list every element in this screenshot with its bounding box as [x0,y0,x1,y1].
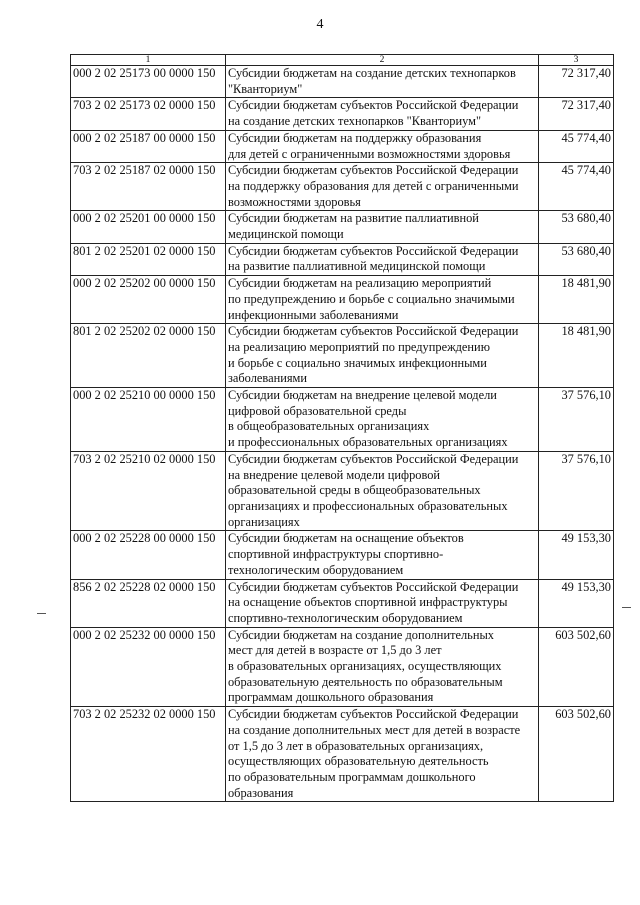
amount: 72 317,40 [539,66,614,98]
margin-mark-left [37,613,46,614]
table-row [71,451,614,531]
description-line: по образовательным программам дошкольного [227,769,476,784]
description-line: от 1,5 до 3 лет в образовательных организациях, [227,738,484,753]
description-line: Субсидии бюджетам субъектов Российской Федерации [227,324,519,339]
subsidy-description [225,579,538,627]
description-line: цифровой образовательной среды [227,403,407,418]
budget-table [70,54,614,802]
description-line: мест для детей в возрасте от 1,5 до 3 лет [227,643,442,658]
amount: 45 774,40 [539,130,614,162]
description-line: в образовательных организациях, осуществляющих [227,659,502,674]
subsidy-description [225,324,538,388]
amount: 18 481,90 [539,324,614,388]
description-line: Субсидии бюджетам на создание детских технопарков [227,66,516,80]
table-row [71,98,614,130]
amount: 603 502,60 [539,627,614,707]
table-row [71,627,614,707]
description-line: Субсидии бюджетам на поддержку образования [227,130,482,145]
description-line: инфекционными заболеваниями [227,307,399,322]
description-line: образования [227,785,294,800]
description-line: и профессиональных образовательных организациях [227,435,508,450]
amount: 49 153,30 [539,531,614,579]
budget-code: 000 2 02 25232 00 0000 150 [71,627,226,707]
amount: 49 153,30 [539,579,614,627]
table-row [71,163,614,211]
margin-mark-right [622,607,631,608]
subsidy-description [225,211,538,243]
description-line: Субсидии бюджетам на оснащение объектов [227,531,464,546]
subsidy-description [225,130,538,162]
table-row [71,66,614,98]
amount: 53 680,40 [539,211,614,243]
budget-code: 000 2 02 25228 00 0000 150 [71,531,226,579]
budget-code: 703 2 02 25232 02 0000 150 [71,707,226,802]
description-line: технологическим оборудованием [227,562,404,577]
table-row [71,388,614,452]
description-line: Субсидии бюджетам на создание дополнительных [227,627,494,642]
table-row [71,579,614,627]
description-line: "Кванториум" [227,81,303,96]
description-line: на создание детских технопарков "Кванториум" [227,114,482,129]
description-line: Субсидии бюджетам субъектов Российской Федерации [227,98,519,113]
table-row [71,324,614,388]
page-number: 4 [316,17,324,32]
subsidy-description [225,163,538,211]
description-line: на оснащение объектов спортивной инфраструктуры [227,595,508,610]
amount: 18 481,90 [539,276,614,324]
budget-code: 856 2 02 25228 02 0000 150 [71,579,226,627]
description-line: Субсидии бюджетам на внедрение целевой модели [227,388,497,403]
description-line: в общеобразовательных организациях [227,419,430,434]
description-line: осуществляющих образовательную деятельность [227,754,489,769]
description-line: возможностями здоровья [227,194,361,209]
description-line: на поддержку образования для детей с ограниченными [227,178,519,193]
budget-table-body [71,55,614,802]
budget-code: 703 2 02 25210 02 0000 150 [71,451,226,531]
description-line: спортивно-технологическим оборудованием [227,610,463,625]
amount: 37 576,10 [539,388,614,452]
subsidy-description [225,388,538,452]
table-row [71,243,614,275]
budget-code: 801 2 02 25202 02 0000 150 [71,324,226,388]
column-number-2: 2 [225,55,538,66]
description-line: на создание дополнительных мест для детей в возрасте [227,722,521,737]
subsidy-description [225,627,538,707]
subsidy-description [225,531,538,579]
description-line: и борьбе с социально значимых инфекционными [227,355,487,370]
description-line: на внедрение целевой модели цифровой [227,467,441,482]
description-line: Субсидии бюджетам субъектов Российской Федерации [227,243,519,258]
amount: 603 502,60 [539,707,614,802]
subsidy-description [225,707,538,802]
description-line: Субсидии бюджетам на реализацию мероприятий [227,276,492,291]
table-row [71,211,614,243]
description-line: организациях и профессиональных образовательных [227,498,508,513]
amount: 72 317,40 [539,98,614,130]
description-line: Субсидии бюджетам субъектов Российской Федерации [227,451,519,466]
description-line: для детей с ограниченными возможностями здоровья [227,146,511,161]
budget-code: 000 2 02 25201 00 0000 150 [71,211,226,243]
table-header-row [71,55,614,66]
budget-code: 703 2 02 25173 02 0000 150 [71,98,226,130]
description-line: по предупреждению и борьбе с социально значимыми [227,291,515,306]
description-line: медицинской помощи [227,227,344,242]
description-line: программам дошкольного образования [227,690,434,705]
budget-code: 000 2 02 25173 00 0000 150 [71,66,226,98]
description-line: организациях [227,514,300,529]
table-row [71,130,614,162]
budget-code: 000 2 02 25202 00 0000 150 [71,276,226,324]
budget-code: 000 2 02 25210 00 0000 150 [71,388,226,452]
description-line: заболеваниями [227,371,308,386]
subsidy-description [225,66,538,98]
table-row [71,707,614,802]
description-line: спортивной инфраструктуры спортивно- [227,547,444,562]
amount: 53 680,40 [539,243,614,275]
amount: 37 576,10 [539,451,614,531]
column-number-3: 3 [539,55,614,66]
description-line: образовательную деятельность по образовательным [227,674,503,689]
subsidy-description [225,243,538,275]
budget-code: 801 2 02 25201 02 0000 150 [71,243,226,275]
description-line: Субсидии бюджетам субъектов Российской Федерации [227,163,519,178]
description-line: образовательной среды в общеобразовательных [227,483,481,498]
budget-code: 000 2 02 25187 00 0000 150 [71,130,226,162]
description-line: на реализацию мероприятий по предупреждению [227,339,490,354]
description-line: Субсидии бюджетам субъектов Российской Федерации [227,579,519,594]
description-line: на развитие паллиативной медицинской помощи [227,259,486,274]
amount: 45 774,40 [539,163,614,211]
budget-code: 703 2 02 25187 02 0000 150 [71,163,226,211]
subsidy-description [225,276,538,324]
table-row [71,531,614,579]
table-row [71,276,614,324]
subsidy-description [225,98,538,130]
description-line: Субсидии бюджетам на развитие паллиативной [227,211,479,226]
description-line: Субсидии бюджетам субъектов Российской Федерации [227,707,519,722]
subsidy-description [225,451,538,531]
column-number-1: 1 [71,55,226,66]
